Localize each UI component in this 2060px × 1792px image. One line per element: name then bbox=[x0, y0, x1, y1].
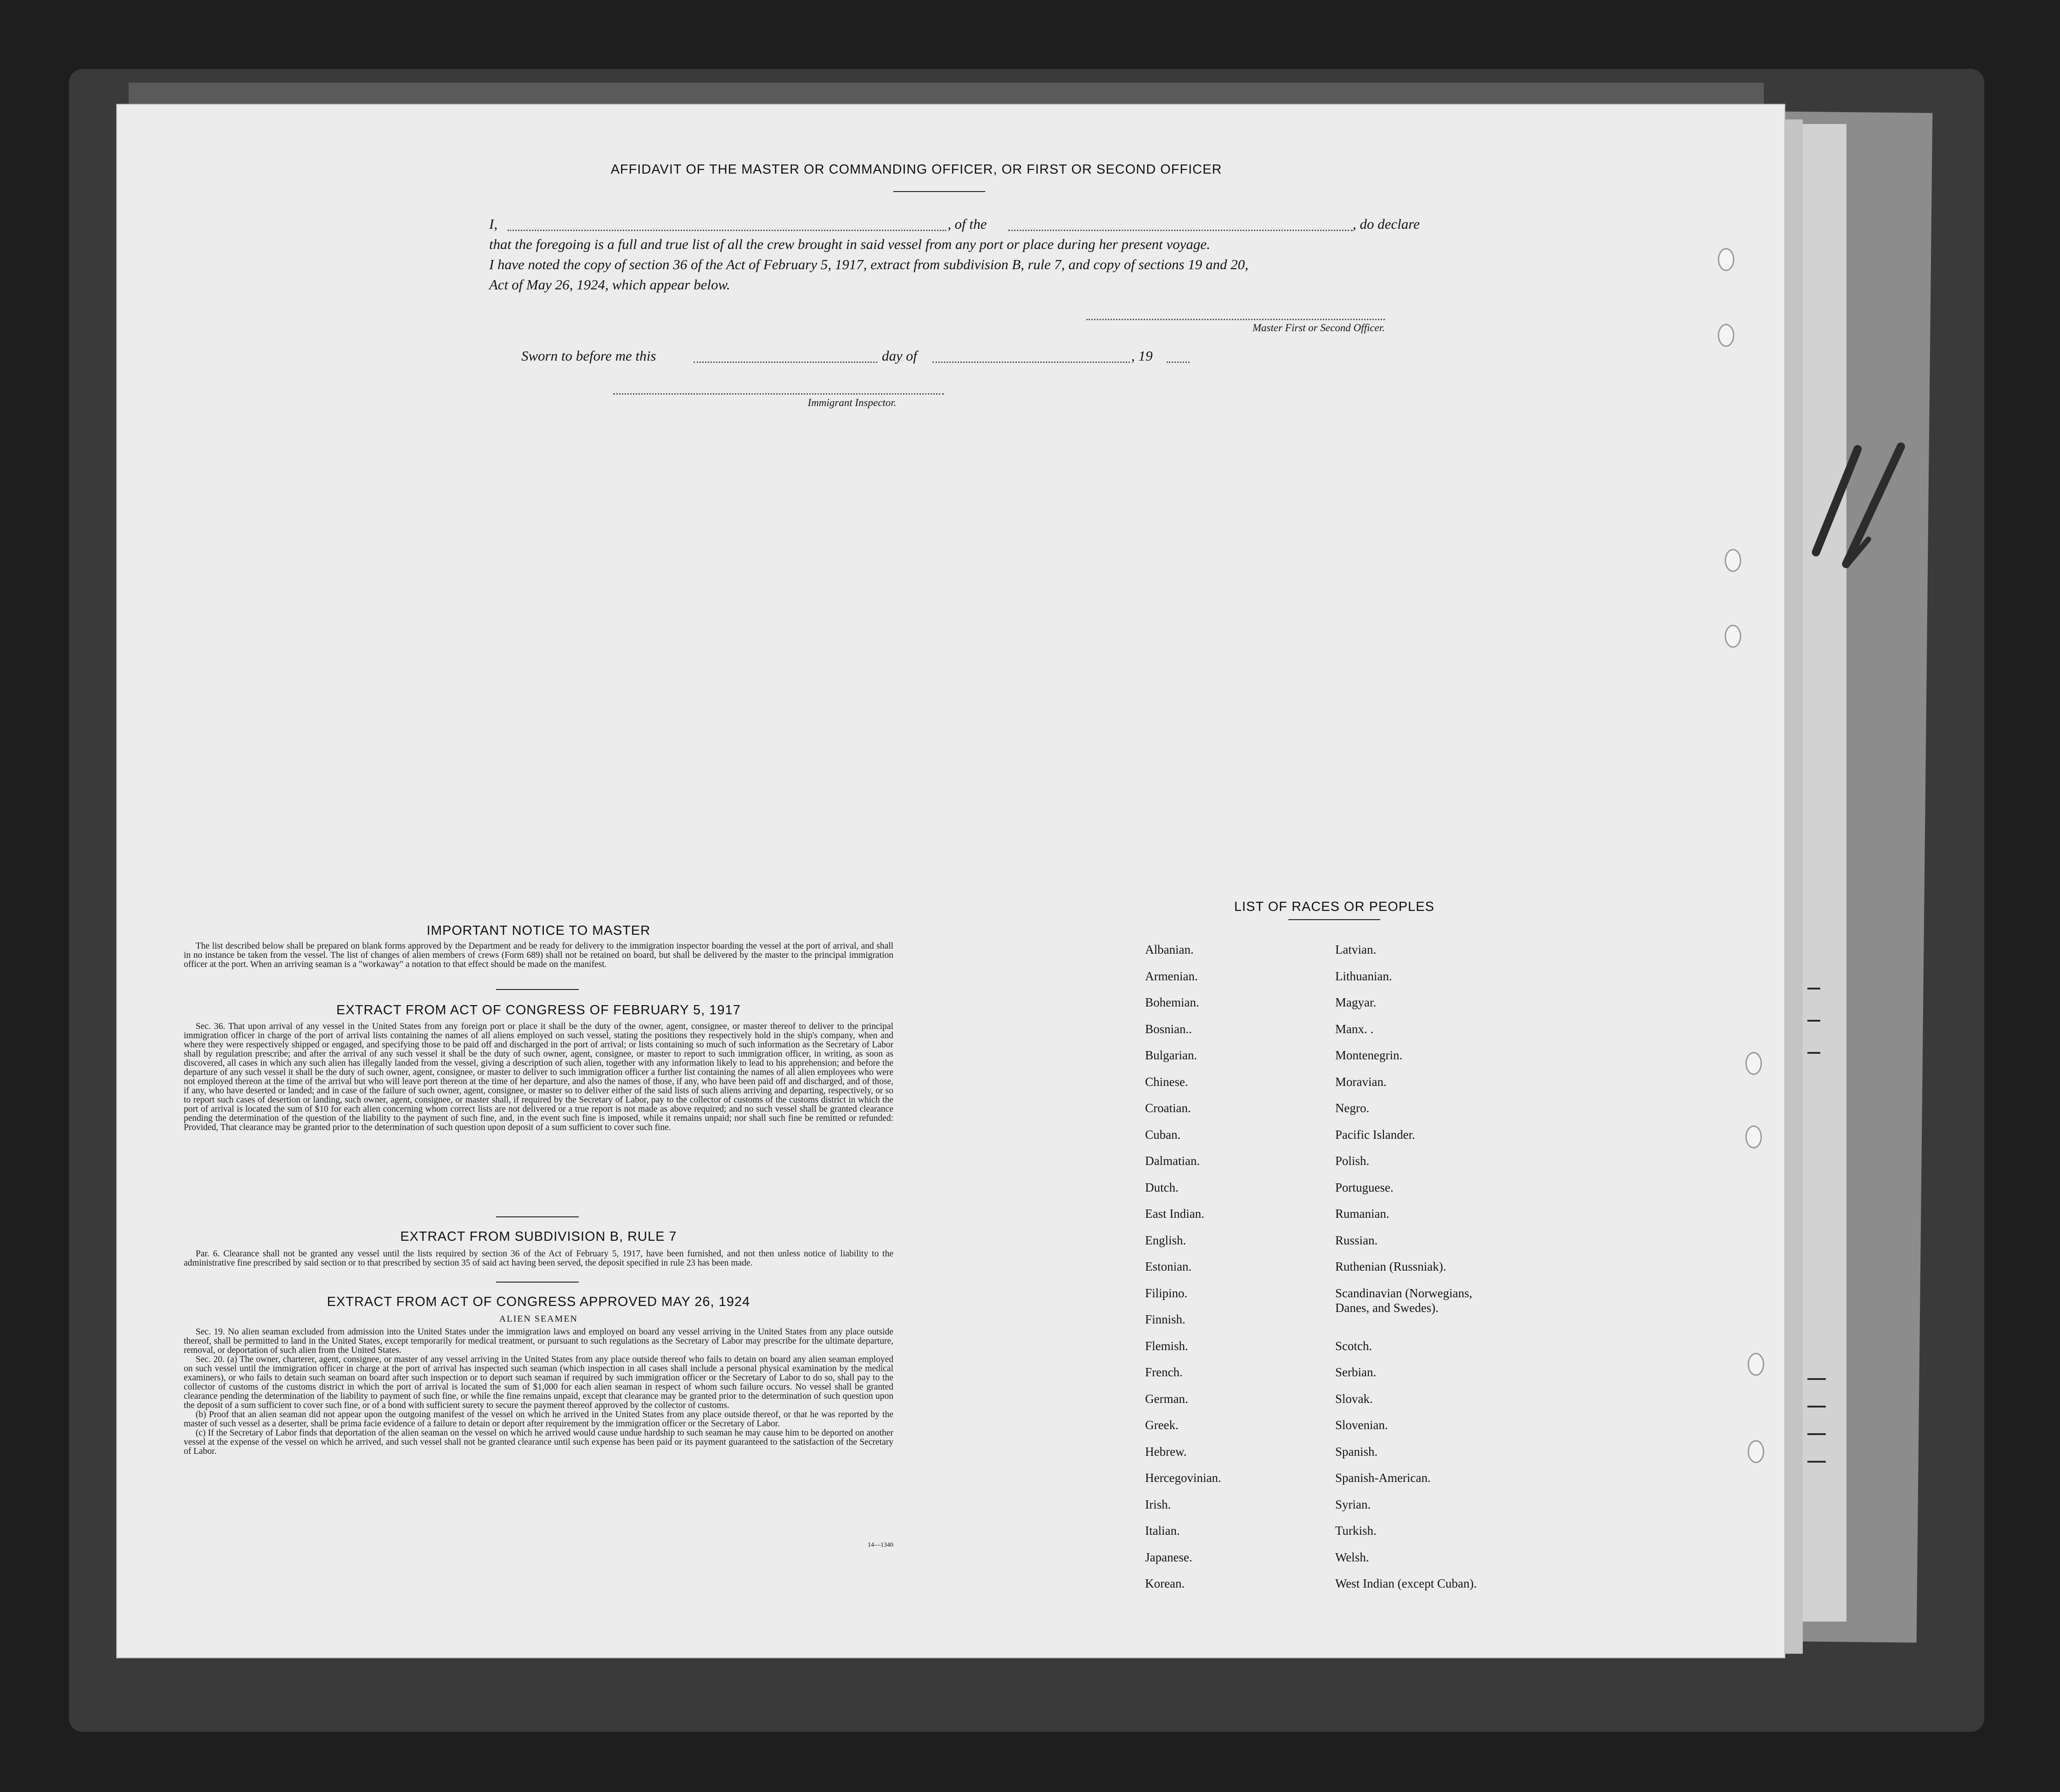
race-entry: Negro. bbox=[1335, 1101, 1370, 1115]
race-entry: Chinese. bbox=[1145, 1074, 1188, 1089]
punch-hole bbox=[1748, 1440, 1764, 1463]
race-entry: Finnish. bbox=[1145, 1312, 1185, 1326]
inspector-caption: Immigrant Inspector. bbox=[807, 397, 897, 408]
race-entry: Irish. bbox=[1145, 1497, 1171, 1511]
race-entry: Flemish. bbox=[1145, 1339, 1188, 1353]
name-blank[interactable] bbox=[508, 230, 946, 231]
race-entry: Pacific Islander. bbox=[1335, 1127, 1415, 1142]
vessel-blank[interactable] bbox=[1008, 230, 1353, 231]
race-entry: Montenegrin. bbox=[1335, 1048, 1403, 1062]
affidavit-line-4: Act of May 26, 1924, which appear below. bbox=[489, 277, 730, 293]
punch-hole bbox=[1718, 324, 1734, 347]
notice-body bbox=[184, 942, 893, 969]
race-entry: Syrian. bbox=[1335, 1497, 1371, 1511]
section-19-text: Sec. 19. No alien seaman excluded from admission into the United States under the immigration laws and employed on board any vessel arriving in the United States from any place outside thereof, shall be permitted to land in the United States, except temporarily for medical treatment, or pursuant to such regulations as the Secretary of Labor may prescribe for the ultimate departure, removal, or deportation of such alien from the United States. bbox=[184, 1327, 893, 1355]
section-36-text: Sec. 36. That upon arrival of any vessel in the United States from any foreign port or place it shall be the duty of the owner, agent, consignee, or master thereof to deliver to the principal immigration officer in charge of the port of arrival lists containing the names of all aliens employed on such vessel, stating the positions they respectively hold in the ship's company, when and where they were respectively shipped or engaged, and specifying those to be paid off and discharged in the port of arrival; or lists containing so much of such information as the Secretary of Labor shall by regulation prescribe; and after the arrival of any such vessel it shall be the duty of such owner, agent, consignee, or master to report to such immigration officer, in writing, as soon as discovered, all cases in which any such alien has illegally landed from the vessel, giving a description of such alien, together with any information likely to lead to his apprehension; and before the departure of any such vessel it shall be the duty of such owner, agent, consignee, or master to deliver to such immigration officer a further list containing the names of all alien employees who were not employed thereon at the time of the arrival but who will leave port thereon at the time of her departure, and also the names of those, if any, who have been paid off and discharged, and of those, if any, who have deserted or landed; and in case of the failure of such owner, agent, consignee, or master so to deliver either of the said lists of such aliens arriving and departing, respectively, or so to report such cases of desertion or landing, such owner, agent, consignee, or master shall, if required by the Secretary of Labor, pay to the collector of customs of the customs district in which the port of arrival is located the sum of $10 for each alien concerning whom correct lists are not delivered or a true report is not made as above required; and no such vessel shall be granted clearance pending the determination of the question of the liability to the payment of such fine, and, in the event such fine is imposed, while it remains unpaid; nor shall such fine be remitted or refunded: Provided, That clearance may be granted prior to the determination of such question upon deposit of a sum sufficient to cover such fine. bbox=[184, 1022, 893, 1132]
race-entry: Greek. bbox=[1145, 1418, 1179, 1432]
race-entry: Magyar. bbox=[1335, 995, 1377, 1009]
race-entry: Bulgarian. bbox=[1145, 1048, 1197, 1062]
race-entry: Manx. . bbox=[1335, 1022, 1374, 1036]
punch-hole bbox=[1718, 248, 1734, 271]
day-blank[interactable] bbox=[694, 362, 877, 363]
signature-blank[interactable] bbox=[1086, 319, 1385, 320]
race-entry: Spanish. bbox=[1335, 1444, 1378, 1458]
race-entry: Welsh. bbox=[1335, 1550, 1369, 1564]
race-entry: Latvian. bbox=[1335, 943, 1377, 956]
margin-tick bbox=[1807, 1020, 1820, 1022]
race-entry: English. bbox=[1145, 1233, 1186, 1247]
punch-hole bbox=[1745, 1052, 1762, 1075]
margin-tick bbox=[1807, 1378, 1826, 1380]
punch-hole bbox=[1748, 1353, 1764, 1376]
day-of-label: day of bbox=[882, 348, 917, 364]
race-entry: Lithuanian. bbox=[1335, 969, 1392, 983]
extract-1924-body bbox=[184, 1328, 893, 1456]
punch-hole bbox=[1725, 549, 1741, 572]
race-entry: German. bbox=[1145, 1391, 1188, 1406]
race-entry: Hebrew. bbox=[1145, 1444, 1187, 1458]
race-entry: Slovak. bbox=[1335, 1391, 1373, 1406]
sworn-line bbox=[521, 346, 1348, 366]
race-entry: Hercegovinian. bbox=[1145, 1471, 1221, 1485]
margin-tick bbox=[1807, 1461, 1826, 1463]
races-heading: LIST OF RACES OR PEOPLES bbox=[1234, 899, 1435, 914]
extract-1924-heading: EXTRACT FROM ACT OF CONGRESS APPROVED MAY 26, 1924 bbox=[327, 1295, 751, 1309]
race-entry: Bosnian.. bbox=[1145, 1022, 1192, 1036]
race-entry: Croatian. bbox=[1145, 1101, 1191, 1115]
year-blank[interactable] bbox=[1167, 362, 1190, 363]
affidavit-line-1 bbox=[489, 214, 1536, 234]
race-entry: Russian. bbox=[1335, 1233, 1378, 1247]
margin-tick bbox=[1807, 1052, 1820, 1054]
form-number: 14—1340 bbox=[868, 1542, 893, 1549]
race-entry: Spanish-American. bbox=[1335, 1471, 1431, 1485]
race-entry: Turkish. bbox=[1335, 1524, 1377, 1538]
affidavit-i: I, bbox=[489, 216, 498, 232]
affidavit-of-the: , of the bbox=[948, 216, 987, 232]
race-entry: Dalmatian. bbox=[1145, 1154, 1200, 1168]
race-entry: Italian. bbox=[1145, 1524, 1180, 1538]
race-entry: Cuban. bbox=[1145, 1127, 1181, 1142]
sworn-label: Sworn to before me this bbox=[521, 348, 656, 364]
race-entry: Albanian. bbox=[1145, 943, 1194, 956]
divider bbox=[496, 1282, 579, 1283]
document-page bbox=[117, 105, 1784, 1657]
year-label: , 19 bbox=[1131, 348, 1153, 364]
race-entry: Japanese. bbox=[1145, 1550, 1192, 1564]
month-blank[interactable] bbox=[932, 362, 1130, 363]
margin-tick bbox=[1807, 1406, 1826, 1408]
race-entry: Slovenian. bbox=[1335, 1418, 1388, 1432]
section-20b-text: (b) Proof that an alien seaman did not appear upon the outgoing manifest of the vessel on which he arrived in the United States from any place outside thereof, or that he was reported by the master of such vessel as a deserter, shall be prima facie evidence of a failure to detain or deport after requirement by the immigration officer or the Secretary of Labor. bbox=[184, 1410, 893, 1429]
extract-rule7-body bbox=[184, 1249, 893, 1268]
punch-hole bbox=[1725, 625, 1741, 648]
extract-1917-heading: EXTRACT FROM ACT OF CONGRESS OF FEBRUARY 5, 1917 bbox=[336, 1003, 741, 1018]
race-entry: Rumanian. bbox=[1335, 1207, 1389, 1221]
alien-seamen-subheading: ALIEN SEAMEN bbox=[499, 1314, 578, 1324]
race-entry: Ruthenian (Russniak). bbox=[1335, 1260, 1446, 1273]
race-entry: French. bbox=[1145, 1365, 1183, 1379]
race-entry: Korean. bbox=[1145, 1577, 1185, 1590]
margin-tick bbox=[1807, 1433, 1826, 1435]
race-entry: East Indian. bbox=[1145, 1207, 1204, 1221]
race-entry: Armenian. bbox=[1145, 969, 1198, 983]
par6-text: Par. 6. Clearance shall not be granted any vessel until the lists required by section 36 of the Act of February 5, 1917, have been furnished, and not then unless notice of liability to the administrative fine prescribed by said section or to that prescribed by section 35 of said act having been served, the deposit specified in rule 23 has been made. bbox=[184, 1249, 893, 1268]
punch-hole bbox=[1745, 1125, 1762, 1148]
section-20a-text: Sec. 20. (a) The owner, charterer, agent, consignee, or master of any vessel arriving in the United States from any place outside thereof who fails to detain on board any alien seaman employed on such vessel until the immigration officer in charge at the port of arrival has inspected such seaman (which inspection in all cases shall include a personal physical examination by the medical examiners), or who fails to detain such seaman on board after such inspection or to deport such seaman if required by such immigration officer or the Secretary of Labor to do so, shall pay to the collector of customs of the customs district in which the port of arrival is located the sum of $1,000 for each alien seaman in respect of whom such failure occurs. No vessel shall be granted clearance pending the determination of the liability to payment of such fine, or while the fine remains unpaid, except that clearance may be granted prior to the determination of such question upon the deposit of a sum sufficient to cover such fine, or of a bond with sufficient surety to secure the payment thereof approved by the collector of customs. bbox=[184, 1355, 893, 1410]
affidavit-line-2: that the foregoing is a full and true list of all the crew brought in said vessel from any port or place during her present voyage. bbox=[489, 236, 1210, 252]
signature-caption: Master First or Second Officer. bbox=[1252, 322, 1385, 334]
race-entry: Bohemian. bbox=[1145, 995, 1199, 1009]
race-entry: Portuguese. bbox=[1335, 1180, 1394, 1194]
race-entry: Scotch. bbox=[1335, 1339, 1372, 1353]
top-edge-strip bbox=[129, 83, 1764, 106]
affidavit-line-3: I have noted the copy of section 36 of the Act of February 5, 1917, extract from subdivision B, rule 7, and copy of sections 19 and 20, bbox=[489, 256, 1249, 272]
extract-rule7-heading: EXTRACT FROM SUBDIVISION B, RULE 7 bbox=[400, 1229, 677, 1244]
extract-1917-body bbox=[184, 1022, 893, 1132]
race-entry: Moravian. bbox=[1335, 1074, 1387, 1089]
divider bbox=[496, 989, 579, 990]
race-entry: Polish. bbox=[1335, 1154, 1370, 1168]
page-edge bbox=[1784, 119, 1803, 1654]
notice-heading: IMPORTANT NOTICE TO MASTER bbox=[426, 923, 651, 938]
section-20c-text: (c) If the Secretary of Labor finds that deportation of the alien seaman on the vessel on which he arrived would cause undue hardship to such seaman he may cause him to be deported on another vessel at the expense of the vessel on which he arrived, and such vessel shall not be granted clearance until such expense has been paid or its payment guaranteed to the satisfaction of the Secretary of Labor. bbox=[184, 1428, 893, 1456]
affidavit-declare: , do declare bbox=[1353, 216, 1420, 232]
divider bbox=[496, 1216, 579, 1217]
race-entry: West Indian (except Cuban). bbox=[1335, 1577, 1477, 1590]
divider bbox=[893, 191, 985, 192]
race-entry: Dutch. bbox=[1145, 1180, 1179, 1194]
divider bbox=[1288, 919, 1380, 920]
race-entry: Serbian. bbox=[1335, 1365, 1377, 1379]
inspector-signature-blank[interactable] bbox=[613, 393, 944, 395]
race-entry: Scandinavian (Norwegians, Danes, and Swedes). bbox=[1335, 1286, 1473, 1315]
race-entry: Filipino. bbox=[1145, 1286, 1188, 1300]
margin-tick bbox=[1807, 988, 1820, 989]
affidavit-heading: AFFIDAVIT OF THE MASTER OR COMMANDING OFFICER, OR FIRST OR SECOND OFFICER bbox=[610, 162, 1222, 177]
notice-text: The list described below shall be prepared on blank forms approved by the Department and be ready for delivery to the immigration inspector boarding the vessel at the port of arrival, and shall in no instance be taken from the vessel. The list of changes of alien members of crews (Form 689) shall not be retained on board, but shall be delivered by the master to the principal immigration officer at the port. When an arriving seaman is a "workaway" a notation to that effect should be made on the manifest. bbox=[184, 941, 893, 969]
race-entry: Estonian. bbox=[1145, 1260, 1192, 1273]
